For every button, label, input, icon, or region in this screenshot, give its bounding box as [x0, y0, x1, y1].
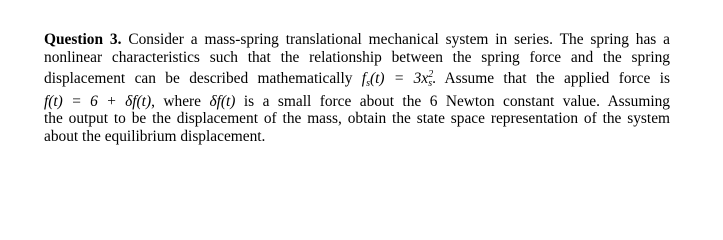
line3-text-b: . Assume that the applied force is — [432, 70, 670, 88]
eq1-rhs-sub: s — [428, 78, 433, 90]
question-text-block — [44, 31, 670, 146]
question-label: Question 3. — [44, 31, 122, 48]
line3-text-a: displacement can be described mathematically — [44, 70, 362, 88]
eq1-rhs-var: x — [421, 70, 429, 88]
line4-text-c: is a small force about the 6 Newton constant value. Assuming — [235, 92, 670, 110]
eq1-lhs-var: f — [361, 70, 367, 88]
question-line-2: nonlinear characteristics such that the relationship between the spring force and the spring — [44, 48, 670, 66]
eq1-rhs-sup: 2 — [428, 69, 434, 81]
question-line-1 — [44, 31, 670, 49]
question-line-4 — [44, 93, 670, 111]
eq1-lhs-arg: (t) = 3 — [369, 70, 422, 88]
line4-text-b: , where — [151, 92, 210, 110]
question-intro: Consider a mass-spring translational mechanical system in series. The spring has a — [121, 31, 670, 48]
applied-force-equation: f(t) = 6 + δf(t) — [44, 92, 152, 110]
spring-force-equation — [361, 69, 434, 90]
eq1-lhs-sub: s — [366, 78, 370, 90]
small-force-term: δf(t) — [209, 92, 236, 110]
question-line-6: about the equilibrium displacement. — [44, 127, 266, 145]
question-line-5: the output to be the displacement of the mass, obtain the state space representation of the system — [44, 110, 670, 128]
question-line-3 — [44, 66, 670, 93]
